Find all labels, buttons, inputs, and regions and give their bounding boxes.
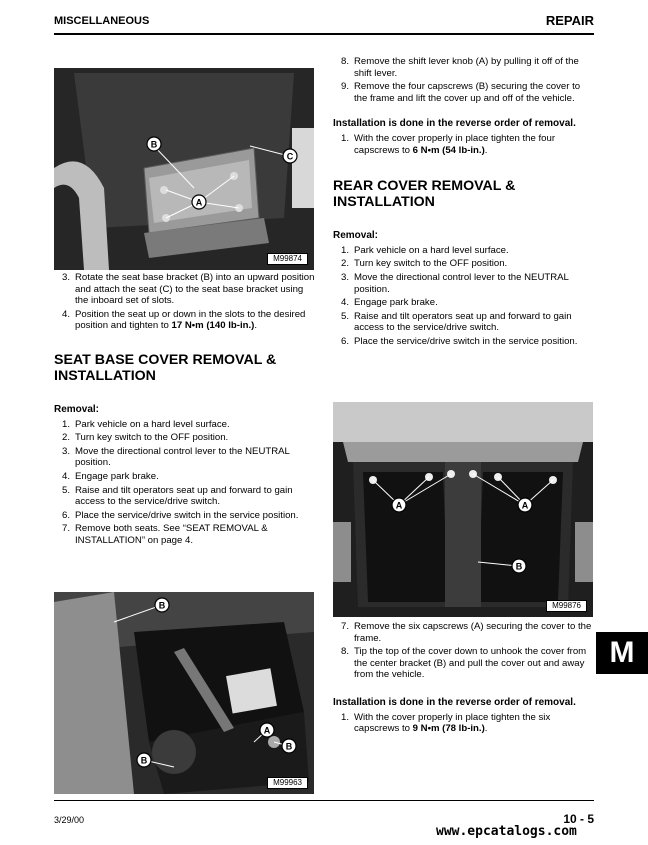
install-steps-list [333, 712, 595, 735]
list-item: 2. Turn key switch to the OFF position. [341, 258, 508, 270]
installation-note: Installation is done in the reverse order of removal. [333, 118, 576, 130]
list-item: 3. Move the directional control lever to the NEUTRAL position. [341, 271, 569, 295]
list-item: 2. Turn key switch to the OFF position. [62, 432, 229, 444]
svg-text:A: A [195, 197, 203, 208]
callout-c [283, 149, 297, 163]
list-item: 1. With the cover properly in place tighten the four capscrews to 6 N•m (54 lb-in.). [341, 132, 556, 156]
list-item: 4. Position the seat up or down in the slots to the desired position and tighten to 17 N•m (140 lb-in.). [62, 308, 306, 332]
footer-rule [54, 800, 594, 801]
svg-text:C: C [286, 151, 294, 162]
svg-text:B: B [515, 561, 523, 572]
svg-text:B: B [158, 600, 166, 611]
list-item: 9. Remove the four capscrews (B) securing the cover to the frame and lift the cover up and off of the vehicle. [341, 81, 581, 104]
seat-bracket-photo [54, 68, 314, 270]
callout-a [392, 498, 406, 512]
list-item: 3. Rotate the seat base bracket (B) into an upward position and attach the seat (C) to the seat base bracket using the inboard set of slots. [62, 272, 315, 307]
svg-text:B: B [140, 755, 148, 766]
removal-label: Removal: [333, 230, 379, 242]
callout-a [260, 723, 274, 737]
footer-date: 3/29/00 [54, 815, 85, 825]
cover-steps-list [333, 56, 595, 104]
page-number: 10 - 5 [563, 812, 594, 826]
removal-steps-list [54, 419, 316, 547]
right-column [333, 56, 595, 350]
rear-cover-photo [333, 402, 593, 617]
chapter-title: REPAIR [545, 13, 594, 28]
section-tab-m: M [596, 632, 648, 674]
seat-base-cover-photo [54, 592, 314, 794]
svg-text:A: A [263, 725, 271, 736]
svg-text:B: B [150, 139, 158, 150]
list-item: 4. Engage park brake. [341, 297, 438, 309]
list-item: 6. Place the service/drive switch in the service position. [62, 509, 299, 521]
section-title: MISCELLANEOUS [54, 15, 150, 27]
list-item: 5. Raise and tilt operators seat up and forward to gain access to the service/drive switch. [341, 310, 572, 334]
seat-steps-list [54, 272, 316, 332]
list-item: 6. Place the service/drive switch in the service position. [341, 335, 578, 347]
removal-steps-list [333, 245, 595, 348]
header-rule [54, 33, 594, 35]
right-column-bottom [333, 621, 595, 737]
list-item: 8. Remove the shift lever knob (A) by pulling it off of the shift lever. [341, 56, 579, 79]
section-heading-rear-cover: REAR COVER REMOVAL & INSTALLATION [333, 178, 516, 211]
figure-label: M99963 [267, 777, 308, 789]
list-item: 1. Park vehicle on a hard level surface. [62, 418, 230, 430]
svg-text:A: A [521, 500, 529, 511]
callout-b [155, 598, 169, 612]
callout-b [282, 739, 296, 753]
website-watermark: www.epcatalogs.com [436, 824, 577, 839]
list-item: 8. Tip the top of the cover down to unhook the cover from the center bracket (B) and pull the cover out and away from the vehicle. [341, 646, 587, 681]
install-steps-list [333, 133, 595, 156]
list-item: 1. Park vehicle on a hard level surface. [341, 244, 509, 256]
installation-note: Installation is done in the reverse order of removal. [333, 696, 576, 708]
callout-b [147, 137, 161, 151]
figure-label: M99874 [267, 253, 308, 265]
callout-a [518, 498, 532, 512]
svg-text:B: B [285, 741, 293, 752]
cover-removal-steps-list [333, 621, 595, 681]
list-item: 7. Remove both seats. See “SEAT REMOVAL & INSTALLATION” on page 4. [62, 523, 268, 546]
list-item: 7. Remove the six capscrews (A) securing the cover to the frame. [341, 621, 592, 644]
left-column [54, 272, 316, 549]
list-item: 4. Engage park brake. [62, 470, 159, 482]
figure-label: M99876 [546, 600, 587, 612]
callout-a [192, 195, 206, 209]
removal-label: Removal: [54, 403, 100, 415]
list-item: 1. With the cover properly in place tighten the six capscrews to 9 N•m (78 lb-in.). [341, 711, 551, 735]
svg-text:A: A [395, 500, 403, 511]
list-item: 3. Move the directional control lever to the NEUTRAL position. [62, 445, 290, 469]
section-heading-seat-base-cover: SEAT BASE COVER REMOVAL & INSTALLATION [54, 351, 277, 384]
callout-b [512, 559, 526, 573]
list-item: 5. Raise and tilt operators seat up and forward to gain access to the service/drive switch. [62, 484, 293, 508]
callout-b [137, 753, 151, 767]
